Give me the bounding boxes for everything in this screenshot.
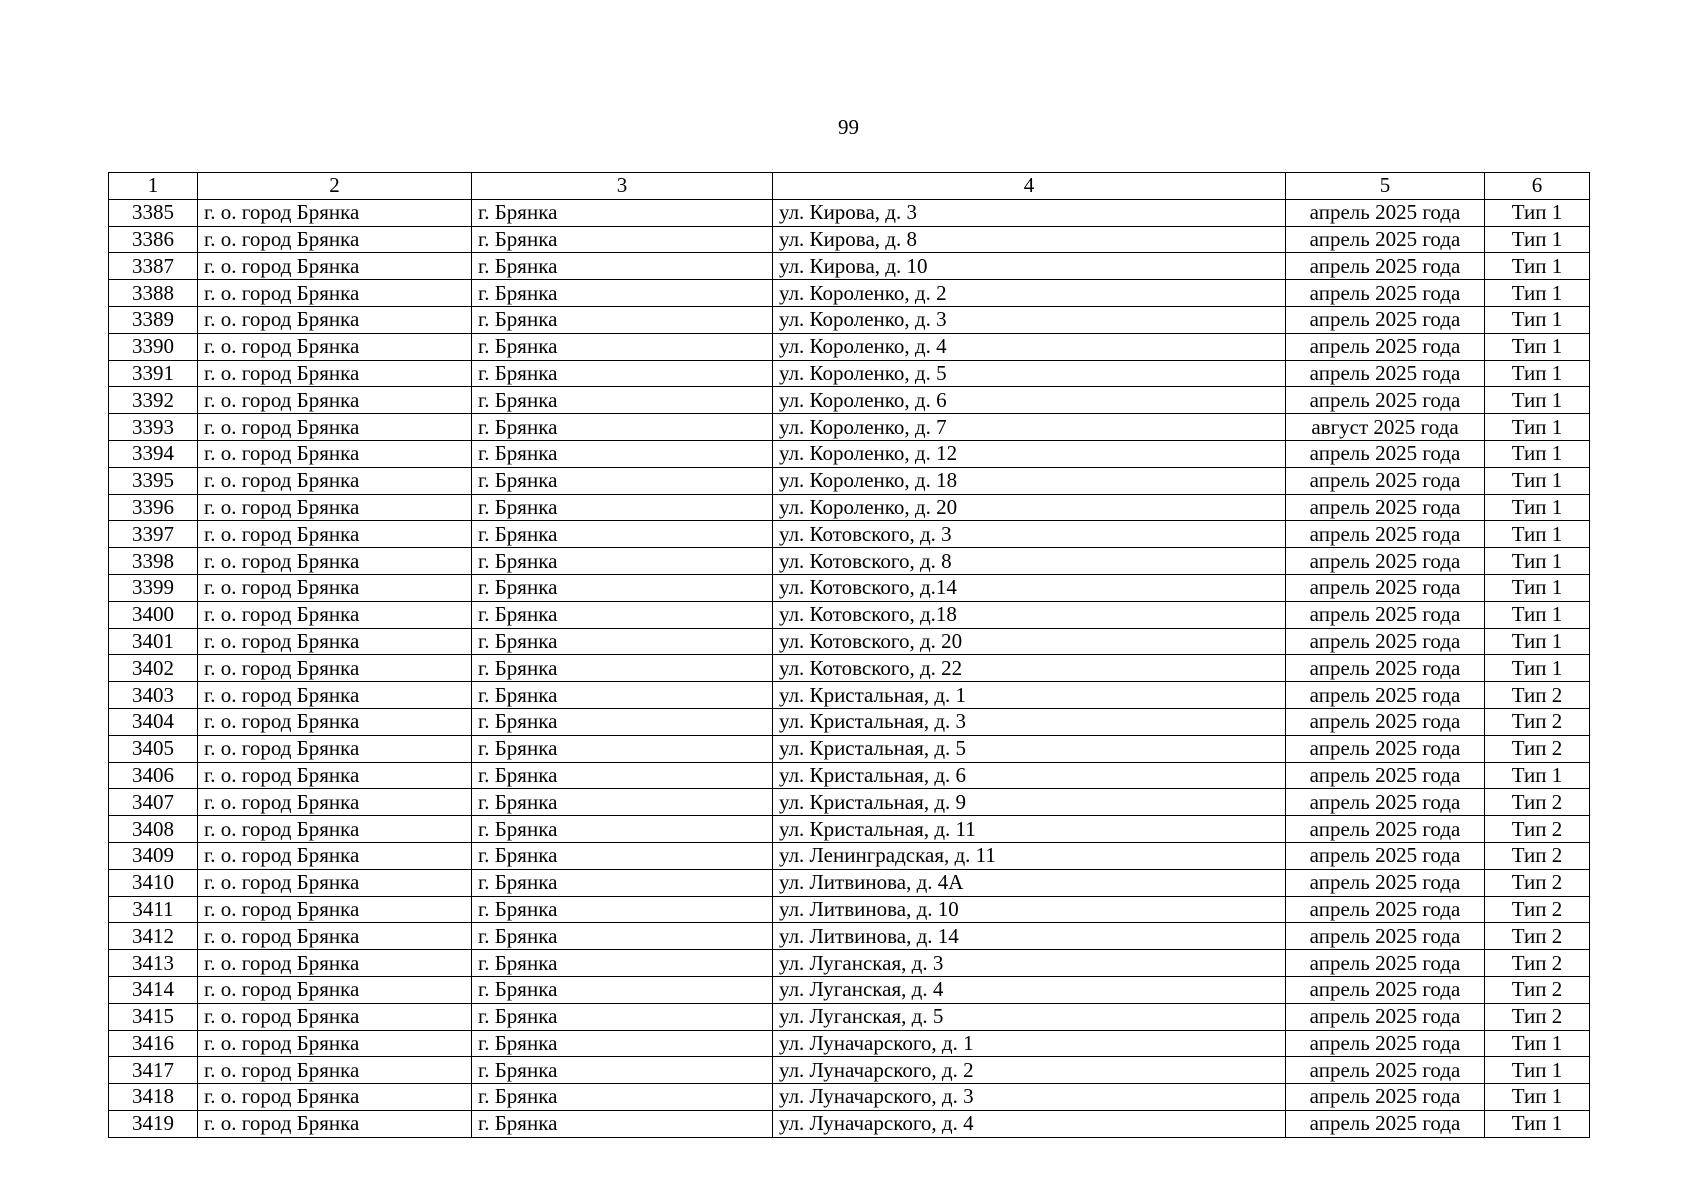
- deadline-cell: апрель 2025 года: [1286, 333, 1485, 360]
- type-cell: Тип 1: [1485, 253, 1590, 280]
- row-number-cell: 3387: [109, 253, 198, 280]
- row-number-cell: 3390: [109, 333, 198, 360]
- type-cell: Тип 1: [1485, 333, 1590, 360]
- deadline-cell: август 2025 года: [1286, 414, 1485, 441]
- municipality-cell: г. о. город Брянка: [198, 387, 472, 414]
- deadline-cell: апрель 2025 года: [1286, 950, 1485, 977]
- address-cell: ул. Кристальная, д. 5: [773, 735, 1286, 762]
- address-cell: ул. Луганская, д. 4: [773, 976, 1286, 1003]
- type-cell: Тип 1: [1485, 1057, 1590, 1084]
- row-number-cell: 3405: [109, 735, 198, 762]
- deadline-cell: апрель 2025 года: [1286, 708, 1485, 735]
- settlement-cell: г. Брянка: [472, 682, 773, 709]
- deadline-cell: апрель 2025 года: [1286, 976, 1485, 1003]
- row-number-cell: 3404: [109, 708, 198, 735]
- type-cell: Тип 1: [1485, 494, 1590, 521]
- table-row: [109, 950, 1590, 977]
- settlement-cell: г. Брянка: [472, 253, 773, 280]
- table-row: [109, 494, 1590, 521]
- settlement-cell: г. Брянка: [472, 440, 773, 467]
- settlement-cell: г. Брянка: [472, 896, 773, 923]
- municipality-cell: г. о. город Брянка: [198, 1084, 472, 1111]
- type-cell: Тип 2: [1485, 682, 1590, 709]
- municipality-cell: г. о. город Брянка: [198, 253, 472, 280]
- column-header: 1: [109, 173, 198, 200]
- settlement-cell: г. Брянка: [472, 762, 773, 789]
- address-cell: ул. Котовского, д. 8: [773, 548, 1286, 575]
- municipality-cell: г. о. город Брянка: [198, 950, 472, 977]
- table-row: [109, 789, 1590, 816]
- table-row: [109, 467, 1590, 494]
- municipality-cell: г. о. город Брянка: [198, 735, 472, 762]
- deadline-cell: апрель 2025 года: [1286, 548, 1485, 575]
- deadline-cell: апрель 2025 года: [1286, 226, 1485, 253]
- municipality-cell: г. о. город Брянка: [198, 333, 472, 360]
- type-cell: Тип 1: [1485, 521, 1590, 548]
- municipality-cell: г. о. город Брянка: [198, 521, 472, 548]
- type-cell: Тип 2: [1485, 869, 1590, 896]
- deadline-cell: апрель 2025 года: [1286, 923, 1485, 950]
- type-cell: Тип 2: [1485, 896, 1590, 923]
- table-row: [109, 199, 1590, 226]
- deadline-cell: апрель 2025 года: [1286, 842, 1485, 869]
- type-cell: Тип 1: [1485, 1084, 1590, 1111]
- table-row: [109, 226, 1590, 253]
- municipality-cell: г. о. город Брянка: [198, 816, 472, 843]
- municipality-cell: г. о. город Брянка: [198, 280, 472, 307]
- type-cell: Тип 1: [1485, 467, 1590, 494]
- type-cell: Тип 1: [1485, 280, 1590, 307]
- deadline-cell: апрель 2025 года: [1286, 655, 1485, 682]
- type-cell: Тип 1: [1485, 628, 1590, 655]
- type-cell: Тип 1: [1485, 548, 1590, 575]
- municipality-cell: г. о. город Брянка: [198, 360, 472, 387]
- deadline-cell: апрель 2025 года: [1286, 1110, 1485, 1137]
- address-cell: ул. Котовского, д.18: [773, 601, 1286, 628]
- address-cell: ул. Котовского, д. 3: [773, 521, 1286, 548]
- row-number-cell: 3418: [109, 1084, 198, 1111]
- deadline-cell: апрель 2025 года: [1286, 199, 1485, 226]
- table-row: [109, 976, 1590, 1003]
- column-header: 6: [1485, 173, 1590, 200]
- row-number-cell: 3386: [109, 226, 198, 253]
- type-cell: Тип 2: [1485, 842, 1590, 869]
- settlement-cell: г. Брянка: [472, 923, 773, 950]
- settlement-cell: г. Брянка: [472, 521, 773, 548]
- settlement-cell: г. Брянка: [472, 1030, 773, 1057]
- type-cell: Тип 1: [1485, 226, 1590, 253]
- type-cell: Тип 1: [1485, 440, 1590, 467]
- row-number-cell: 3389: [109, 306, 198, 333]
- table-row: [109, 574, 1590, 601]
- municipality-cell: г. о. город Брянка: [198, 1110, 472, 1137]
- municipality-cell: г. о. город Брянка: [198, 414, 472, 441]
- row-number-cell: 3401: [109, 628, 198, 655]
- address-cell: ул. Кристальная, д. 3: [773, 708, 1286, 735]
- address-cell: ул. Короленко, д. 7: [773, 414, 1286, 441]
- address-cell: ул. Кристальная, д. 1: [773, 682, 1286, 709]
- table-row: [109, 735, 1590, 762]
- type-cell: Тип 2: [1485, 816, 1590, 843]
- row-number-cell: 3400: [109, 601, 198, 628]
- settlement-cell: г. Брянка: [472, 226, 773, 253]
- type-cell: Тип 1: [1485, 601, 1590, 628]
- table-row: [109, 360, 1590, 387]
- municipality-cell: г. о. город Брянка: [198, 494, 472, 521]
- deadline-cell: апрель 2025 года: [1286, 789, 1485, 816]
- column-header: 2: [198, 173, 472, 200]
- row-number-cell: 3385: [109, 199, 198, 226]
- deadline-cell: апрель 2025 года: [1286, 628, 1485, 655]
- settlement-cell: г. Брянка: [472, 360, 773, 387]
- deadline-cell: апрель 2025 года: [1286, 467, 1485, 494]
- table-row: [109, 708, 1590, 735]
- table-header-row: [109, 173, 1590, 200]
- address-cell: ул. Луганская, д. 5: [773, 1003, 1286, 1030]
- address-cell: ул. Кристальная, д. 9: [773, 789, 1286, 816]
- municipality-cell: г. о. город Брянка: [198, 1030, 472, 1057]
- municipality-cell: г. о. город Брянка: [198, 601, 472, 628]
- settlement-cell: г. Брянка: [472, 816, 773, 843]
- municipality-cell: г. о. город Брянка: [198, 199, 472, 226]
- table-row: [109, 923, 1590, 950]
- address-cell: ул. Котовского, д.14: [773, 574, 1286, 601]
- row-number-cell: 3388: [109, 280, 198, 307]
- municipality-cell: г. о. город Брянка: [198, 842, 472, 869]
- settlement-cell: г. Брянка: [472, 548, 773, 575]
- deadline-cell: апрель 2025 года: [1286, 387, 1485, 414]
- row-number-cell: 3393: [109, 414, 198, 441]
- settlement-cell: г. Брянка: [472, 976, 773, 1003]
- settlement-cell: г. Брянка: [472, 306, 773, 333]
- settlement-cell: г. Брянка: [472, 735, 773, 762]
- type-cell: Тип 1: [1485, 360, 1590, 387]
- table-row: [109, 521, 1590, 548]
- row-number-cell: 3403: [109, 682, 198, 709]
- table-row: [109, 414, 1590, 441]
- address-cell: ул. Короленко, д. 2: [773, 280, 1286, 307]
- row-number-cell: 3392: [109, 387, 198, 414]
- row-number-cell: 3412: [109, 923, 198, 950]
- settlement-cell: г. Брянка: [472, 1003, 773, 1030]
- table-row: [109, 842, 1590, 869]
- deadline-cell: апрель 2025 года: [1286, 1003, 1485, 1030]
- municipality-cell: г. о. город Брянка: [198, 708, 472, 735]
- municipality-cell: г. о. город Брянка: [198, 440, 472, 467]
- table-row: [109, 655, 1590, 682]
- address-cell: ул. Короленко, д. 5: [773, 360, 1286, 387]
- settlement-cell: г. Брянка: [472, 574, 773, 601]
- settlement-cell: г. Брянка: [472, 387, 773, 414]
- address-cell: ул. Луначарского, д. 1: [773, 1030, 1286, 1057]
- settlement-cell: г. Брянка: [472, 467, 773, 494]
- table-row: [109, 1030, 1590, 1057]
- type-cell: Тип 1: [1485, 1030, 1590, 1057]
- settlement-cell: г. Брянка: [472, 280, 773, 307]
- municipality-cell: г. о. город Брянка: [198, 682, 472, 709]
- table-row: [109, 682, 1590, 709]
- type-cell: Тип 2: [1485, 708, 1590, 735]
- row-number-cell: 3398: [109, 548, 198, 575]
- row-number-cell: 3416: [109, 1030, 198, 1057]
- type-cell: Тип 1: [1485, 574, 1590, 601]
- address-cell: ул. Литвинова, д. 4А: [773, 869, 1286, 896]
- table-row: [109, 253, 1590, 280]
- settlement-cell: г. Брянка: [472, 789, 773, 816]
- type-cell: Тип 1: [1485, 1110, 1590, 1137]
- address-cell: ул. Литвинова, д. 14: [773, 923, 1286, 950]
- type-cell: Тип 1: [1485, 414, 1590, 441]
- table-row: [109, 762, 1590, 789]
- settlement-cell: г. Брянка: [472, 869, 773, 896]
- type-cell: Тип 2: [1485, 950, 1590, 977]
- address-cell: ул. Короленко, д. 6: [773, 387, 1286, 414]
- address-cell: ул. Луначарского, д. 4: [773, 1110, 1286, 1137]
- deadline-cell: апрель 2025 года: [1286, 601, 1485, 628]
- settlement-cell: г. Брянка: [472, 628, 773, 655]
- settlement-cell: г. Брянка: [472, 601, 773, 628]
- row-number-cell: 3411: [109, 896, 198, 923]
- deadline-cell: апрель 2025 года: [1286, 253, 1485, 280]
- page-number: 99: [838, 115, 859, 139]
- municipality-cell: г. о. город Брянка: [198, 896, 472, 923]
- deadline-cell: апрель 2025 года: [1286, 494, 1485, 521]
- deadline-cell: апрель 2025 года: [1286, 816, 1485, 843]
- deadline-cell: апрель 2025 года: [1286, 1084, 1485, 1111]
- row-number-cell: 3414: [109, 976, 198, 1003]
- deadline-cell: апрель 2025 года: [1286, 1030, 1485, 1057]
- deadline-cell: апрель 2025 года: [1286, 574, 1485, 601]
- settlement-cell: г. Брянка: [472, 842, 773, 869]
- settlement-cell: г. Брянка: [472, 1057, 773, 1084]
- municipality-cell: г. о. город Брянка: [198, 1057, 472, 1084]
- type-cell: Тип 1: [1485, 306, 1590, 333]
- address-cell: ул. Кирова, д. 3: [773, 199, 1286, 226]
- deadline-cell: апрель 2025 года: [1286, 762, 1485, 789]
- settlement-cell: г. Брянка: [472, 414, 773, 441]
- row-number-cell: 3417: [109, 1057, 198, 1084]
- deadline-cell: апрель 2025 года: [1286, 896, 1485, 923]
- address-cell: ул. Короленко, д. 4: [773, 333, 1286, 360]
- type-cell: Тип 2: [1485, 923, 1590, 950]
- deadline-cell: апрель 2025 года: [1286, 682, 1485, 709]
- municipality-cell: г. о. город Брянка: [198, 467, 472, 494]
- table-row: [109, 387, 1590, 414]
- municipality-cell: г. о. город Брянка: [198, 306, 472, 333]
- municipality-cell: г. о. город Брянка: [198, 628, 472, 655]
- type-cell: Тип 1: [1485, 387, 1590, 414]
- deadline-cell: апрель 2025 года: [1286, 869, 1485, 896]
- table-row: [109, 548, 1590, 575]
- table-row: [109, 280, 1590, 307]
- municipality-cell: г. о. город Брянка: [198, 1003, 472, 1030]
- table-row: [109, 1057, 1590, 1084]
- table-row: [109, 440, 1590, 467]
- municipality-cell: г. о. город Брянка: [198, 655, 472, 682]
- deadline-cell: апрель 2025 года: [1286, 306, 1485, 333]
- settlement-cell: г. Брянка: [472, 1084, 773, 1111]
- address-cell: ул. Луганская, д. 3: [773, 950, 1286, 977]
- deadline-cell: апрель 2025 года: [1286, 521, 1485, 548]
- settlement-cell: г. Брянка: [472, 1110, 773, 1137]
- row-number-cell: 3395: [109, 467, 198, 494]
- settlement-cell: г. Брянка: [472, 655, 773, 682]
- row-number-cell: 3415: [109, 1003, 198, 1030]
- row-number-cell: 3396: [109, 494, 198, 521]
- row-number-cell: 3413: [109, 950, 198, 977]
- address-cell: ул. Короленко, д. 18: [773, 467, 1286, 494]
- settlement-cell: г. Брянка: [472, 708, 773, 735]
- settlement-cell: г. Брянка: [472, 494, 773, 521]
- type-cell: Тип 2: [1485, 1003, 1590, 1030]
- type-cell: Тип 1: [1485, 655, 1590, 682]
- table-row: [109, 1084, 1590, 1111]
- municipality-cell: г. о. город Брянка: [198, 789, 472, 816]
- municipality-cell: г. о. город Брянка: [198, 923, 472, 950]
- deadline-cell: апрель 2025 года: [1286, 1057, 1485, 1084]
- address-cell: ул. Котовского, д. 20: [773, 628, 1286, 655]
- address-cell: ул. Кристальная, д. 11: [773, 816, 1286, 843]
- row-number-cell: 3399: [109, 574, 198, 601]
- row-number-cell: 3407: [109, 789, 198, 816]
- type-cell: Тип 1: [1485, 199, 1590, 226]
- table-row: [109, 869, 1590, 896]
- deadline-cell: апрель 2025 года: [1286, 440, 1485, 467]
- table-row: [109, 1110, 1590, 1137]
- municipality-cell: г. о. город Брянка: [198, 762, 472, 789]
- municipality-cell: г. о. город Брянка: [198, 226, 472, 253]
- table-row: [109, 333, 1590, 360]
- municipality-cell: г. о. город Брянка: [198, 869, 472, 896]
- row-number-cell: 3410: [109, 869, 198, 896]
- type-cell: Тип 2: [1485, 735, 1590, 762]
- row-number-cell: 3408: [109, 816, 198, 843]
- address-cell: ул. Короленко, д. 20: [773, 494, 1286, 521]
- row-number-cell: 3406: [109, 762, 198, 789]
- municipality-cell: г. о. город Брянка: [198, 548, 472, 575]
- address-cell: ул. Кристальная, д. 6: [773, 762, 1286, 789]
- table-row: [109, 628, 1590, 655]
- row-number-cell: 3402: [109, 655, 198, 682]
- row-number-cell: 3391: [109, 360, 198, 387]
- table-row: [109, 306, 1590, 333]
- address-cell: ул. Литвинова, д. 10: [773, 896, 1286, 923]
- type-cell: Тип 2: [1485, 976, 1590, 1003]
- data-table: [108, 172, 1590, 1138]
- address-cell: ул. Короленко, д. 3: [773, 306, 1286, 333]
- settlement-cell: г. Брянка: [472, 950, 773, 977]
- row-number-cell: 3409: [109, 842, 198, 869]
- address-cell: ул. Ленинградская, д. 11: [773, 842, 1286, 869]
- address-cell: ул. Луначарского, д. 3: [773, 1084, 1286, 1111]
- municipality-cell: г. о. город Брянка: [198, 574, 472, 601]
- address-cell: ул. Кирова, д. 10: [773, 253, 1286, 280]
- column-header: 5: [1286, 173, 1485, 200]
- table-row: [109, 816, 1590, 843]
- type-cell: Тип 2: [1485, 789, 1590, 816]
- row-number-cell: 3394: [109, 440, 198, 467]
- deadline-cell: апрель 2025 года: [1286, 360, 1485, 387]
- settlement-cell: г. Брянка: [472, 333, 773, 360]
- table-row: [109, 1003, 1590, 1030]
- deadline-cell: апрель 2025 года: [1286, 735, 1485, 762]
- table-row: [109, 896, 1590, 923]
- municipality-cell: г. о. город Брянка: [198, 976, 472, 1003]
- column-header: 3: [472, 173, 773, 200]
- row-number-cell: 3397: [109, 521, 198, 548]
- address-cell: ул. Луначарского, д. 2: [773, 1057, 1286, 1084]
- deadline-cell: апрель 2025 года: [1286, 280, 1485, 307]
- table-row: [109, 601, 1590, 628]
- type-cell: Тип 1: [1485, 762, 1590, 789]
- address-cell: ул. Короленко, д. 12: [773, 440, 1286, 467]
- row-number-cell: 3419: [109, 1110, 198, 1137]
- address-cell: ул. Кирова, д. 8: [773, 226, 1286, 253]
- column-header: 4: [773, 173, 1286, 200]
- address-cell: ул. Котовского, д. 22: [773, 655, 1286, 682]
- settlement-cell: г. Брянка: [472, 199, 773, 226]
